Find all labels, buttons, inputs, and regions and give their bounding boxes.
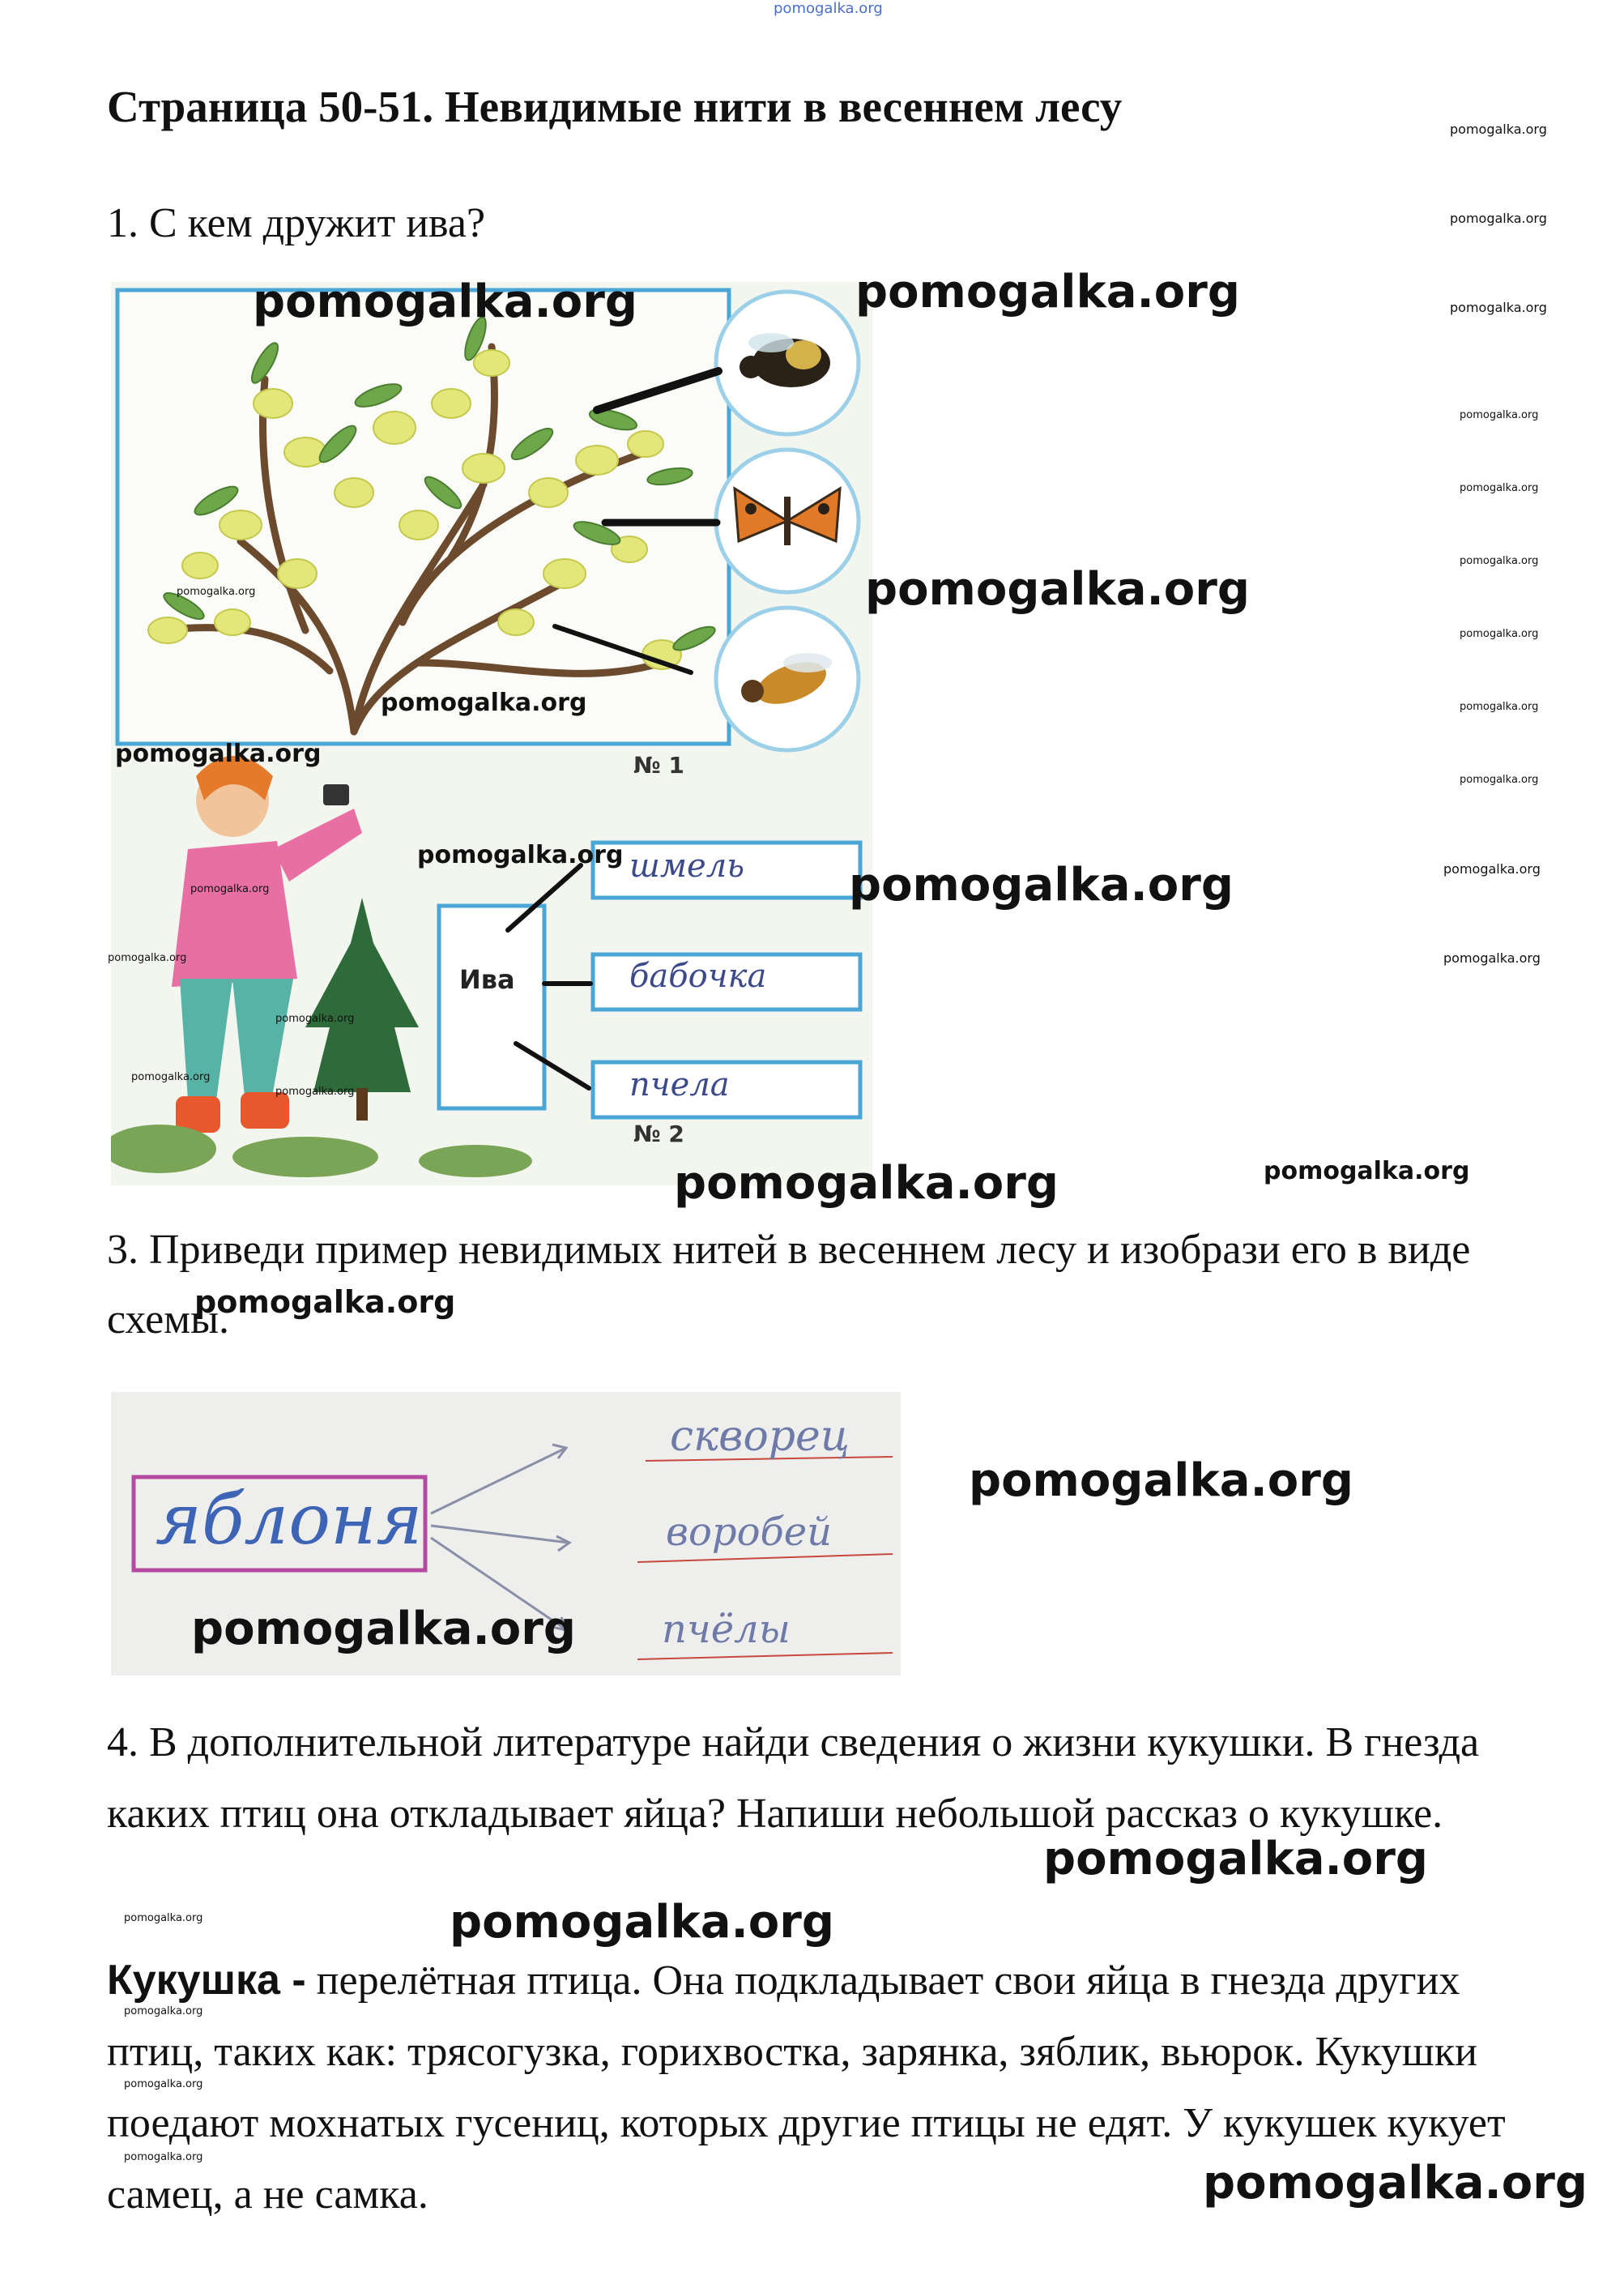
watermark: pomogalka.org: [253, 275, 637, 328]
watermark: pomogalka.org: [124, 2005, 203, 2017]
question-4: 4. В дополнительной литературе найди сведения о жизни кукушки. В гнезда каких птиц она откладывает яйца? Напиши небольшой рассказ о кукушке.: [107, 1719, 1480, 1837]
watermark: pomogalka.org: [1460, 482, 1539, 494]
watermark: pomogalka.org: [194, 1284, 456, 1320]
watermark: pomogalka.org: [275, 1013, 355, 1025]
question-1: 1. С кем дружит ива?: [107, 200, 486, 246]
butterfly-icon: [735, 489, 840, 545]
watermark: pomogalka.org: [1443, 861, 1541, 877]
answer-sparrow: воробей: [666, 1509, 833, 1555]
answer-lead: Кукушка -: [107, 1957, 306, 2004]
watermark: pomogalka.org: [1460, 409, 1539, 421]
watermark: pomogalka.org: [1460, 555, 1539, 567]
watermark: pomogalka.org: [124, 1912, 203, 1924]
watermark: pomogalka.org: [108, 952, 187, 964]
willow-label: Ива: [459, 964, 515, 995]
watermark: pomogalka.org: [1460, 774, 1539, 786]
watermark: pomogalka.org: [969, 1454, 1353, 1507]
watermark: pomogalka.org: [1450, 122, 1547, 137]
answer-bee: пчела: [629, 1066, 730, 1104]
figure-label-2: № 2: [633, 1121, 684, 1147]
apple-tree-label: яблоня: [156, 1479, 423, 1560]
willow-figure-illustration: [111, 282, 872, 1185]
answer-starling: скворец: [670, 1412, 850, 1461]
watermark: pomogalka.org: [1450, 300, 1547, 315]
watermark: pomogalka.org: [190, 883, 270, 895]
answer-bumblebee: шмель: [629, 847, 744, 885]
answer-body: перелётная птица. Она подкладывает свои яйца в гнезда других птиц, таких как: трясогузка, горихвостка, зарянка, зяблик, вьюрок. Кукушки поедают мохнатых гусениц, которых другие птицы не едят. У кукушек кукует самец, а не самка.: [107, 1957, 1506, 2218]
willow-figure: [111, 282, 872, 1185]
figure-label-1: № 1: [633, 752, 684, 779]
watermark: pomogalka.org: [1460, 701, 1539, 713]
watermark: pomogalka.org: [1043, 1833, 1428, 1885]
watermark: pomogalka.org: [1203, 2157, 1588, 2209]
watermark: pomogalka.org: [124, 2078, 203, 2090]
watermark: pomogalka.org: [1460, 628, 1539, 640]
watermark: pomogalka.org: [674, 1157, 1059, 1210]
watermark: pomogalka.org: [855, 266, 1240, 318]
watermark: pomogalka.org: [381, 689, 587, 717]
answer-butterfly: бабочка: [629, 958, 767, 995]
watermark: pomogalka.org: [1264, 1157, 1470, 1185]
watermark: pomogalka.org: [1443, 950, 1541, 966]
question-3: 3. Приведи пример невидимых нитей в весеннем лесу и изобрази его в виде схемы.: [107, 1227, 1471, 1343]
watermark: pomogalka.org: [177, 586, 256, 598]
page-title: Страница 50-51. Невидимые нити в весеннем лесу: [107, 82, 1123, 131]
watermark: pomogalka.org: [124, 2151, 203, 2163]
watermark: pomogalka.org: [417, 841, 624, 869]
top-site-mark: pomogalka.org: [774, 0, 883, 17]
watermark: pomogalka.org: [191, 1603, 576, 1655]
answer-bees: пчёлы: [662, 1607, 791, 1652]
watermark: pomogalka.org: [450, 1896, 834, 1949]
watermark: pomogalka.org: [849, 859, 1234, 911]
watermark: pomogalka.org: [131, 1071, 211, 1083]
watermark: pomogalka.org: [115, 740, 322, 768]
watermark: pomogalka.org: [1450, 211, 1547, 226]
watermark: pomogalka.org: [865, 563, 1250, 616]
watermark: pomogalka.org: [275, 1086, 355, 1098]
